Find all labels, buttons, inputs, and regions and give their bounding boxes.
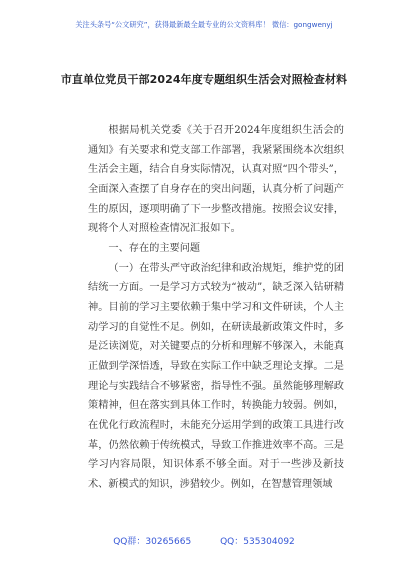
qq-number: QQ：535304092 [220, 537, 295, 547]
header-banner: 关注头条号“公文研究”，获得最新最全最专业的公文资料库！ 微信：gongwenyj [75, 20, 333, 29]
body-paragraph: （一）在带头严守政治纪律和政治规矩，维护党的团结统一方面。一是学习方式较为“被动”，缺乏深入钻研精神。目前的学习主要依赖于集中学习和文件研读，个人主动学习的自觉性不足。例如，在研读最新政策文件时，多是泛读浏览，对关键要点的分析和理解不够深入，未能真正做到学深悟透，导致在实际工作中缺乏理论支撑。二是理论与实践结合不够紧密，指导性不强。虽然能够理解政策精神，但在落实到具体工作时，转换能力较弱。例如，在优化行政流程时，未能充分运用学到的政策工具进行改革，仍然依赖于传统模式，导致工作推进效率不高。三是学习内容局限，知识体系不够全面。对于一些涉及新技术、新模式的知识，涉猎较少。例如，在智慧管理领域 [88, 262, 344, 490]
footer-contacts [0, 534, 408, 547]
section-heading: 一、存在的主要问题 [108, 242, 201, 254]
document-title: 市直单位党员干部2024年度专题组织生活会对照检查材料 [60, 73, 348, 86]
intro-paragraph: 根据局机关党委《关于召开2024年度组织生活会的通知》有关要求和党支部工作部署，我紧紧围绕本次组织生活会主题，结合自身实际情况，认真对照“四个带头”，全面深入查摆了自身存在的突出问题，认真分析了问题产生的原因，逐项明确了下一步整改措施。按照会议安排，现将个人对照检查情况汇报如下。 [88, 125, 344, 235]
document-body [88, 121, 344, 494]
qq-group-number: QQ群：30265665 [113, 537, 192, 547]
